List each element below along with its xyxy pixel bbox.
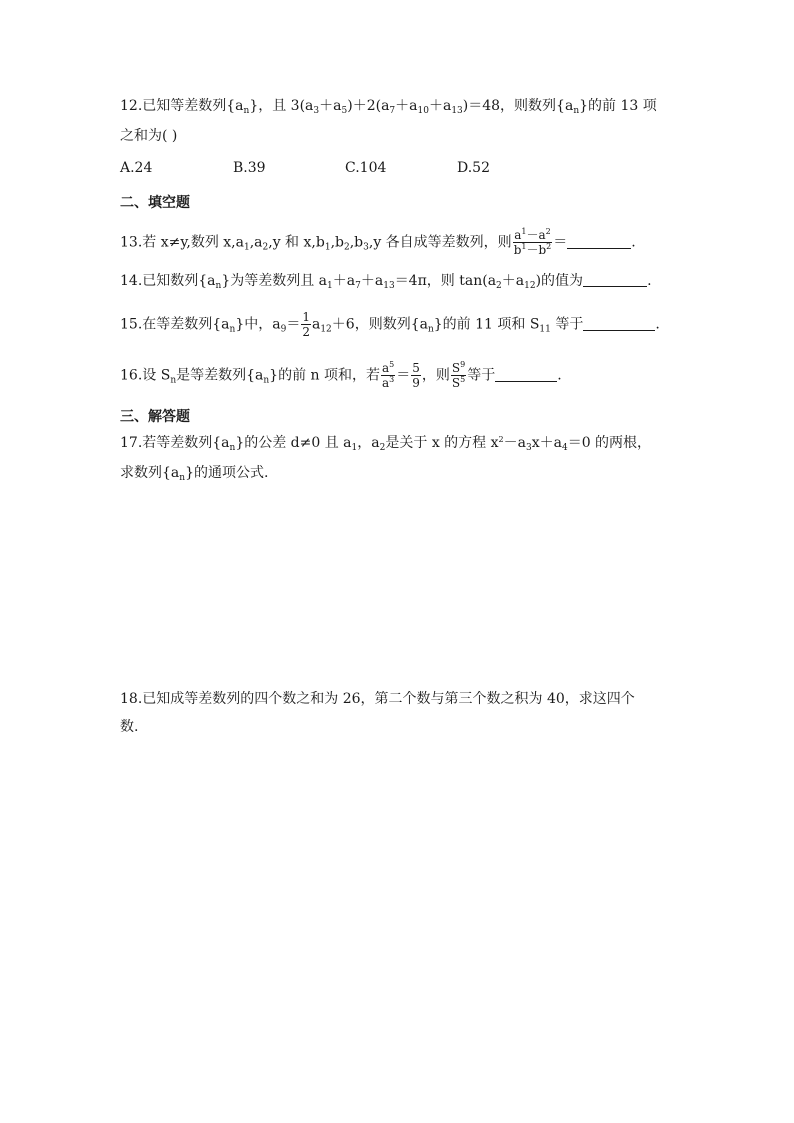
section-heading-fill-in: 二、填空题: [120, 195, 190, 211]
fraction-5-9: $\frac{5}{9}$: [412, 361, 420, 390]
question-15: 15.在等差数列$\{a_n\}$中，$a_9=$ $\frac{1}{2}$ $a_{12}+6$，则数列$\{a_n\}$的前 11 项和 $S_{11}$ 等于 .: [120, 310, 660, 339]
question-18-line-2: 数.: [120, 719, 139, 735]
fraction-one-half: $\frac{1}{2}$: [302, 310, 310, 339]
option-d: D.52: [457, 160, 490, 176]
answer-blank-13: [567, 247, 631, 249]
answer-blank-14: [583, 285, 647, 287]
fraction-13: $\frac{a^1-a^2}{b^1-b^2}$: [513, 227, 552, 257]
section-heading-solutions: 三、解答题: [120, 409, 190, 425]
question-17-line-2: 求数列$\{a_n\}$的通项公式.: [120, 465, 269, 483]
answer-blank-16: [495, 380, 557, 382]
question-16: 16.设 $S_n$是等差数列$\{a_n\}$的前 n 项和，若 $\frac{a^5}{a^3}$ ＝ $\frac{5}{9}$ ，则 $\frac{S^9}{S^5}$ 等于 .: [120, 360, 562, 390]
fraction-a5-a3: $\frac{a^5}{a^3}$: [382, 360, 395, 390]
option-b: B.39: [233, 160, 266, 176]
question-12-options: [120, 158, 490, 178]
option-c: C.104: [345, 160, 387, 176]
question-18-line-1: 18.已知成等差数列的四个数之和为 26，第二个数与第三个数之积为 40，求这四个: [120, 691, 635, 707]
question-14: 14.已知数列$\{a_n\}$为等差数列且 $a_1+a_7+a_{13}=4\pi$，则 $\tan(a_2+a_{12})$的值为 .: [120, 273, 652, 291]
question-13: 13.若 x≠y,数列 $x,a_1,a_2,y$ 和 $x,b_1,b_2,b_3,y$ 各自成等差数列，则 $\frac{a^1-a^2}{b^1-b^2}$ ＝ .: [120, 227, 636, 257]
question-12-line-1: 12.已知等差数列$\{a_n\}$，且 $3(a_3+a_5)+2(a_7+a_{10}+a_{13})=48$，则数列$\{a_n\}$的前 13 项: [120, 98, 657, 116]
option-a: A.24: [120, 160, 153, 176]
answer-blank-15: [583, 329, 655, 331]
fraction-s9-s5: $\frac{S^9}{S^5}$: [451, 360, 466, 390]
question-12-line-2: 之和为( ): [120, 128, 178, 144]
question-17-line-1: 17.若等差数列$\{a_n\}$的公差 d≠0 且 $a_1$，$a_2$是关于 x 的方程 $x^2-a_3x+a_4=0$ 的两根，: [120, 435, 652, 453]
